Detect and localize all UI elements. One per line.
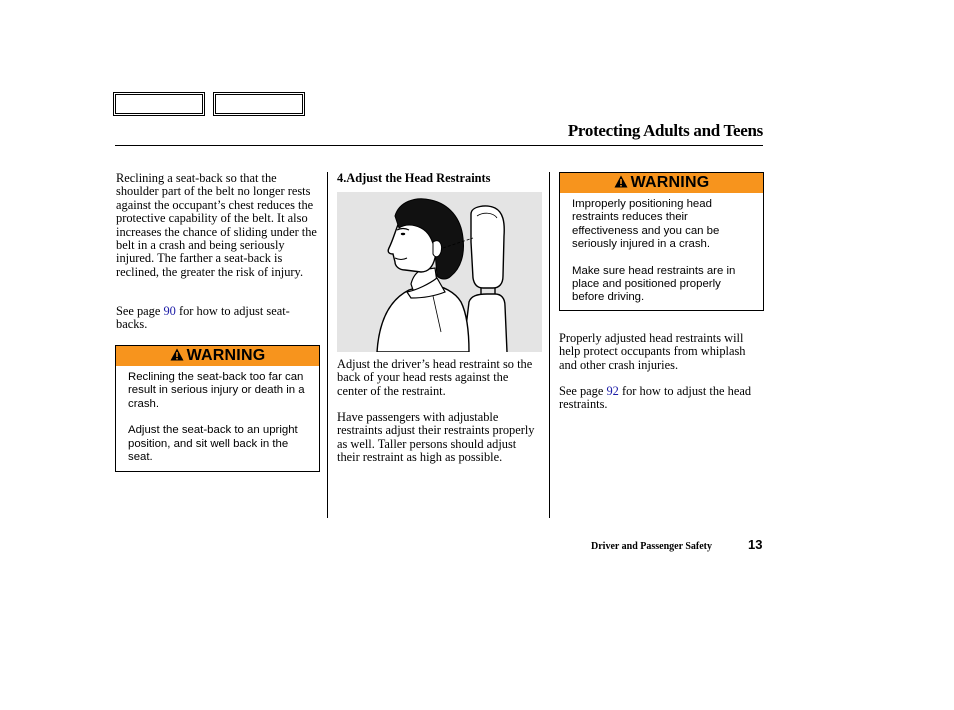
- head-restraint-illustration: [337, 192, 542, 352]
- section-heading: 4.Adjust the Head Restraints: [337, 171, 491, 185]
- column-divider-2: [549, 172, 550, 518]
- column-divider-1: [327, 172, 328, 518]
- warning-triangle-icon: [170, 348, 184, 366]
- page-number: 13: [748, 537, 763, 552]
- warning-label: WARNING: [186, 347, 266, 364]
- col1-paragraph-1: Reclining a seat-back so that the shoulder part of the belt no longer rests against the occupant’s chest reduces the protective capability of the belt. It also increases the chance of sliding under the belt in a crash and being seriously injured. The farther a seat-back is reclined, the greater the risk of injury.: [116, 171, 317, 279]
- head-restraint-drawing: [337, 192, 542, 352]
- title-rule: [115, 145, 763, 146]
- col1-see-page-text: See page: [116, 304, 164, 318]
- warning-text-1: Improperly positioning head restraints reduces their effectiveness and you can be seriously injured in a crash.: [572, 198, 720, 251]
- col2-paragraph-2: Have passengers with adjustable restraints adjust their restraints properly as well. Taller persons should adjust their restraint as high as possible.: [337, 410, 535, 465]
- col1-see-page-rest: for how to adjust seat-backs.: [116, 304, 290, 332]
- warning-content: [116, 366, 319, 470]
- col3-see-page-text: See page: [559, 384, 607, 398]
- nav-tab-box-2[interactable]: [213, 92, 305, 116]
- footer-section-label: Driver and Passenger Safety: [591, 541, 713, 552]
- page-title: Protecting Adults and Teens: [567, 121, 763, 140]
- warning-header: [560, 173, 763, 193]
- col3-paragraph-1: Properly adjusted head restraints will help protect occupants from whiplash and other crash injuries.: [559, 331, 746, 372]
- warning-text-2: Make sure head restraints are in place and positioned properly before driving.: [572, 264, 736, 304]
- col3-see-page-rest: for how to adjust the head restraints.: [559, 384, 752, 412]
- col3-paragraph-2: [559, 385, 763, 412]
- col2-paragraph-1: Adjust the driver’s head restraint so the back of your head rests against the center of the restraint.: [337, 357, 533, 398]
- warning-label: WARNING: [630, 174, 710, 191]
- nav-tab-box-1[interactable]: [113, 92, 205, 116]
- warning-triangle-icon: [614, 175, 628, 193]
- warning-text-2: Adjust the seat-back to an upright position, and sit well back in the seat.: [128, 424, 298, 464]
- warning-header: [116, 346, 319, 366]
- col1-paragraph-2: [116, 305, 320, 332]
- page-link-92[interactable]: 92: [606, 384, 619, 398]
- page-link-90[interactable]: 90: [163, 304, 176, 318]
- warning-text-1: Reclining the seat-back too far can result in serious injury or death in a crash.: [128, 371, 305, 410]
- warning-box-seat-back: [115, 345, 320, 472]
- warning-box-head-restraint: [559, 172, 764, 311]
- warning-content: [560, 193, 763, 311]
